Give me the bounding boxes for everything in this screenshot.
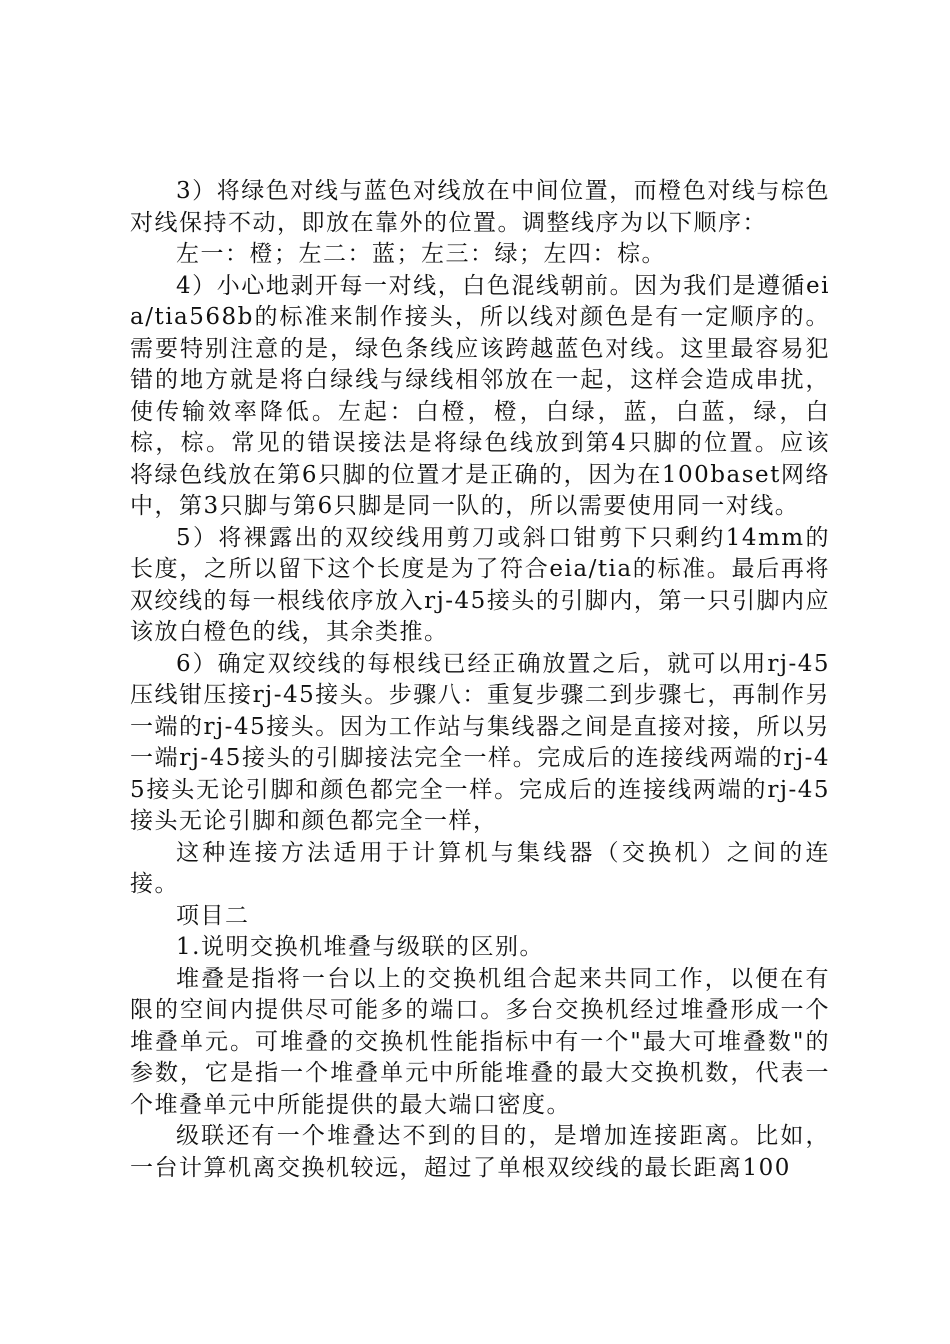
section-heading-project-2: 项目二 <box>176 902 250 929</box>
paragraph-usage-note: 这种连接方法适用于计算机与集线器（交换机）之间的连接。 <box>130 839 830 897</box>
question-heading: 1.说明交换机堆叠与级联的区别。 <box>176 934 544 960</box>
paragraph-wire-order: 左一：橙；左二：蓝；左三：绿；左四：棕。 <box>176 241 666 267</box>
paragraph-step-4: 4）小心地剥开每一对线，白色混线朝前。因为我们是遵循eia/tia568b的标准来制作接头，所以线对颜色是有一定顺序的。需要特别注意的是，绿色条线应该跨越蓝色对线。这里最容易犯错的地方就是将白绿线与绿线相邻放在一起，这样会造成串扰，使传输效率降低。左起：白橙，橙，白绿，蓝，白蓝，绿，白棕，棕。常见的错误接法是将绿色线放到第4只脚的位置。应该将绿色线放在第6只脚的位置才是正确的，因为在100baset网络中，第3只脚与第6只脚是同一队的，所以需要使用同一对线。 <box>130 272 830 519</box>
document-body <box>130 176 830 1184</box>
paragraph-cascading: 级联还有一个堆叠达不到的目的，是增加连接距离。比如，一台计算机离交换机较远，超过了单根双绞线的最长距离100 <box>130 1123 830 1181</box>
paragraph-step-3: 3）将绿色对线与蓝色对线放在中间位置，而橙色对线与棕色对线保持不动，即放在靠外的位置。调整线序为以下顺序： <box>130 178 830 236</box>
paragraph-stacking: 堆叠是指将一台以上的交换机组合起来共同工作，以便在有限的空间内提供尽可能多的端口。多台交换机经过堆叠形成一个堆叠单元。可堆叠的交换机性能指标中有一个"最大可堆叠数"的参数，它是指一个堆叠单元中所能堆叠的最大交换机数，代表一个堆叠单元中所能提供的最大端口密度。 <box>130 965 830 1118</box>
paragraph-step-6: 6）确定双绞线的每根线已经正确放置之后，就可以用rj-45压线钳压接rj-45接头。步骤八：重复步骤二到步骤七，再制作另一端的rj-45接头。因为工作站与集线器之间是直接对接，所以另一端rj-45接头的引脚接法完全一样。完成后的连接线两端的rj-45接头无论引脚和颜色都完全一样。完成后的连接线两端的rj-45接头无论引脚和颜色都完全一样， <box>130 650 830 834</box>
paragraph-step-5: 5）将裸露出的双绞线用剪刀或斜口钳剪下只剩约14mm的长度，之所以留下这个长度是为了符合eia/tia的标准。最后再将双绞线的每一根线依序放入rj-45接头的引脚内，第一只引脚内应该放白橙色的线，其余类推。 <box>130 524 830 645</box>
